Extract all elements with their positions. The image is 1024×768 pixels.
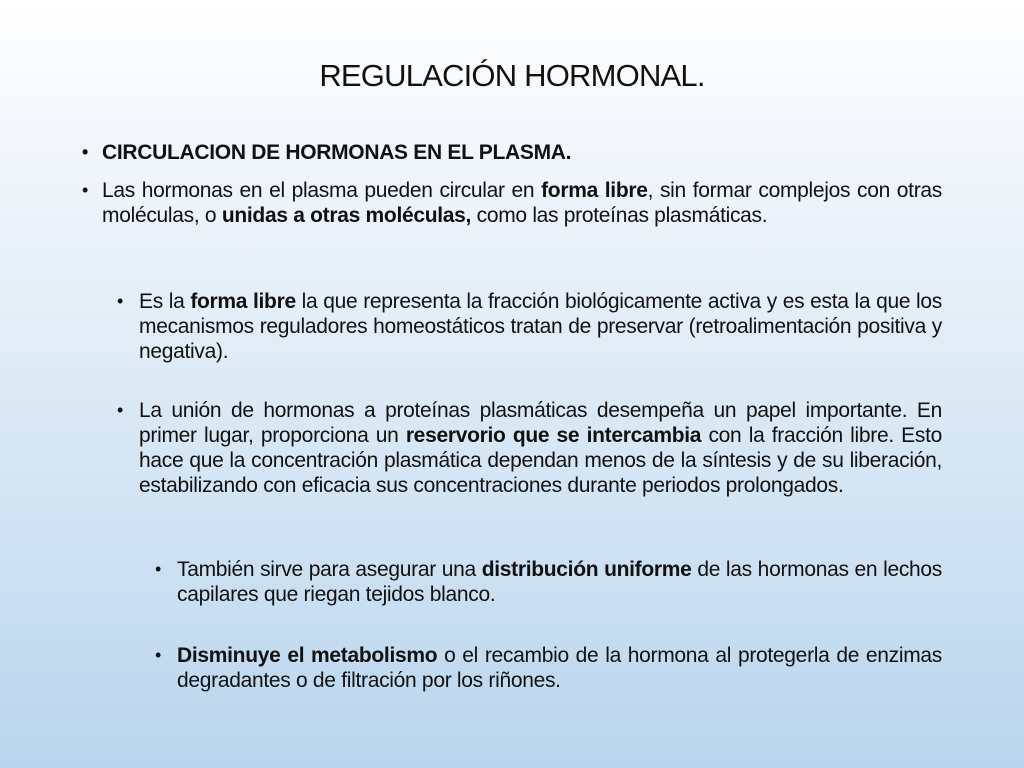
bullet-distribucion-uniforme xyxy=(155,557,942,607)
bullet-text: También sirve para asegurar una xyxy=(177,558,482,581)
bullet-forma-libre-activa xyxy=(117,289,942,364)
bullet-disminuye-metabolismo xyxy=(155,643,942,693)
bullet-heading-circulacion xyxy=(82,140,942,165)
bullet-marker: • xyxy=(155,559,162,579)
bullet-text: la que representa la fracción biológicamente activa y es esta la que los mecanismos reguladores homeostáticos tratan de preservar (retroalimentación positiva y negativa). xyxy=(139,290,942,363)
bullet-emphasis: distribución uniforme xyxy=(481,558,692,581)
bullet-text: , sin formar complejos con otras moléculas, o xyxy=(102,179,942,227)
bullet-text: La unión de hormonas a proteínas plasmáticas desempeña un papel importante. En primer lugar, proporciona un xyxy=(139,399,942,447)
bullet-marker: • xyxy=(117,291,124,311)
bullet-text: Las hormonas en el plasma pueden circular en xyxy=(102,179,542,202)
bullet-text: Es la xyxy=(139,290,191,313)
bullet-marker: • xyxy=(82,142,89,162)
bullet-text: de las hormonas en lechos capilares que riegan tejidos blanco. xyxy=(177,558,942,606)
bullet-emphasis: reservorio que se intercambia xyxy=(405,424,702,447)
bullet-marker: • xyxy=(117,400,124,420)
bullet-text: CIRCULACION DE HORMONAS EN EL PLASMA. xyxy=(102,141,572,164)
bullet-text: con la fracción libre. Esto hace que la concentración plasmática dependan menos de la síntesis y de su liberación, estabilizando con eficacia sus concentraciones durante periodos prolongados. xyxy=(139,424,943,497)
bullet-marker: • xyxy=(82,180,89,200)
bullet-forma-circulacion xyxy=(82,178,942,228)
bullet-text: como las proteínas plasmáticas. xyxy=(471,204,768,227)
bullet-emphasis: unidas a otras moléculas, xyxy=(221,204,472,227)
bullet-marker: • xyxy=(155,645,162,665)
bullet-emphasis: forma libre xyxy=(541,179,648,202)
bullet-emphasis: Disminuye el metabolismo xyxy=(177,644,438,667)
bullet-text: o el recambio de la hormona al protegerla de enzimas degradantes o de filtración por los riñones. xyxy=(177,644,942,692)
slide-title: REGULACIÓN HORMONAL. xyxy=(319,58,705,93)
bullet-emphasis: forma libre xyxy=(190,290,296,313)
bullet-union-proteinas xyxy=(117,398,943,498)
